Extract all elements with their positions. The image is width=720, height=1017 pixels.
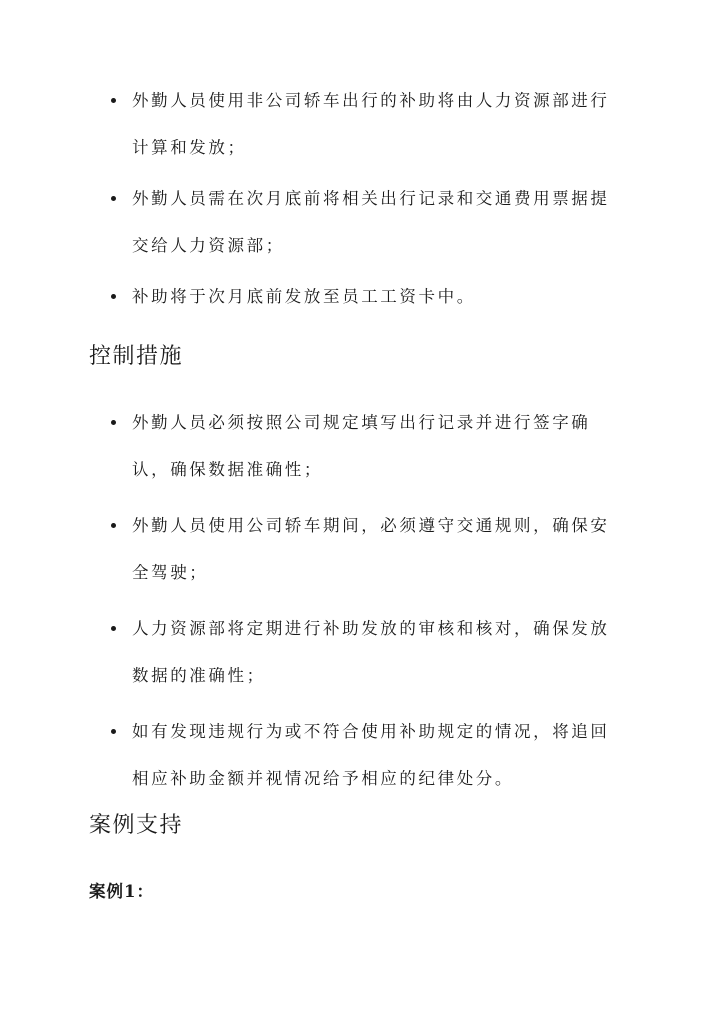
list-item-text: 外勤人员使用非公司轿车出行的补助将由人力资源部进行计算和发放；	[132, 91, 610, 157]
list-item	[0, 77, 720, 171]
list-item	[0, 605, 720, 699]
section-heading-cases: 案例支持	[89, 813, 184, 838]
list-item-text: 外勤人员使用公司轿车期间，必须遵守交通规则，确保安全驾驶；	[132, 516, 610, 582]
bullet-dot-icon	[111, 294, 116, 299]
bullet-dot-icon	[111, 523, 116, 528]
list-item-text: 外勤人员必须按照公司规定填写出行记录并进行签字确认，确保数据准确性；	[132, 413, 591, 479]
bullet-dot-icon	[111, 420, 116, 425]
bullet-dot-icon	[111, 98, 116, 103]
bullet-dot-icon	[111, 196, 116, 201]
list-item-text: 如有发现违规行为或不符合使用补助规定的情况，将追回相应补助金额并视情况给予相应的纪律处分。	[132, 722, 610, 788]
list-item-text: 补助将于次月底前发放至员工工资卡中。	[132, 287, 476, 306]
bullet-dot-icon	[111, 729, 116, 734]
list-item-text: 人力资源部将定期进行补助发放的审核和核对，确保发放数据的准确性；	[132, 619, 610, 685]
bullet-dot-icon	[111, 626, 116, 631]
case-title: 案例1：	[89, 882, 154, 901]
list-item	[0, 502, 720, 596]
subsidy-bullet-list	[0, 77, 720, 320]
list-item	[0, 399, 720, 493]
list-item	[0, 175, 720, 269]
list-item	[0, 708, 720, 802]
control-bullet-list	[0, 399, 720, 802]
list-item-text: 外勤人员需在次月底前将相关出行记录和交通费用票据提交给人力资源部；	[132, 189, 610, 255]
list-item	[0, 273, 720, 320]
section-heading-control: 控制措施	[89, 344, 184, 369]
